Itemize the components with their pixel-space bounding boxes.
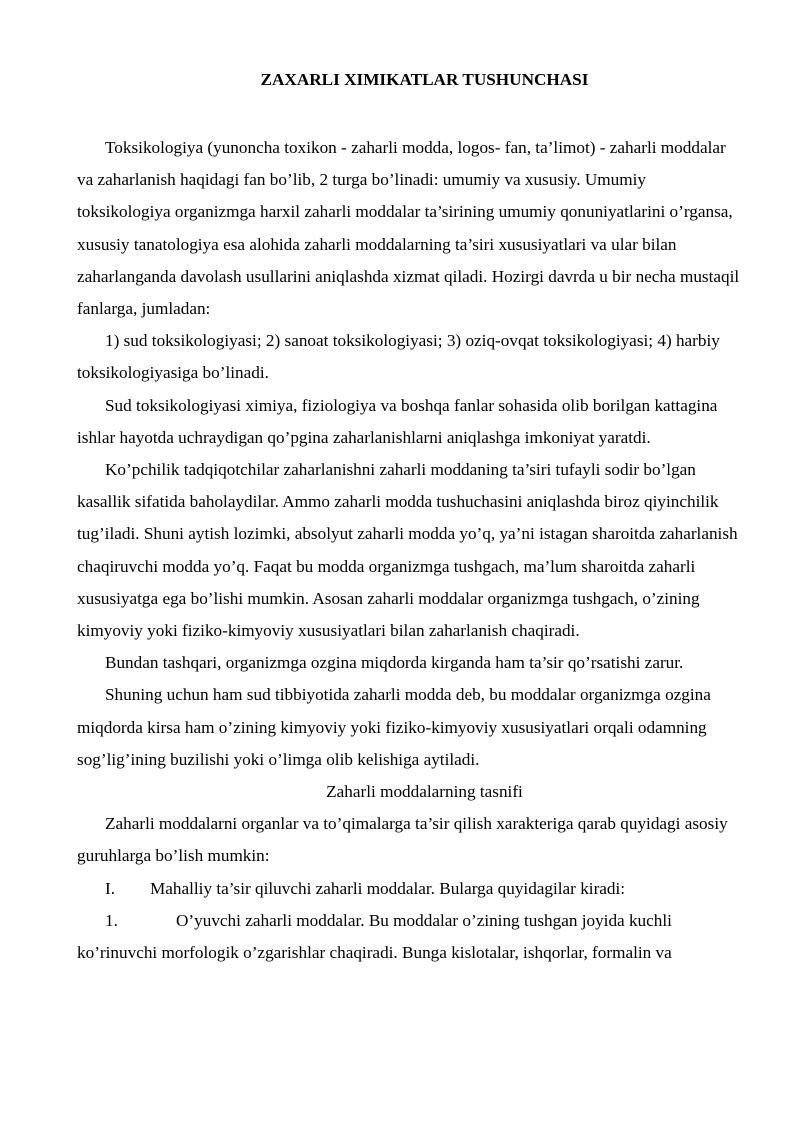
roman-list-text: Mahalliy ta’sir qiluvchi zaharli moddalar. Bularga quyidagilar kiradi: — [150, 878, 626, 898]
section-subheading: Zaharli moddalarning tasnifi — [326, 782, 523, 802]
paragraph-toxicology-branches: 1) sud toksikologiyasi; 2) sanoat toksikologiyasi; 3) oziq-ovqat toksikologiyasi; 4) harbiy toksikologiyasiga bo’linadi. — [77, 331, 720, 383]
paragraph-small-dose-effect: Bundan tashqari, organizmga ozgina miqdorda kirganda ham ta’sir qo’rsatishi zarur. — [105, 653, 684, 673]
paragraph-toxicology-definition: Toksikologiya (yunoncha toxikon - zaharli modda, logos- fan, ta’limot) - zaharli moddalar va zaharlanish haqidagi fan bo’lib, 2 turga bo’linadi: umumiy va xususiy. Umumiy toksikologiya organizmga harxil zaharli moddalar ta’sirining umumiy qonuniyatlarini o’rgansa, xususiy tanatologiya esa alohida zaharli moddalarning ta’siri xususiyatlari va ular bilan zaharlanganda davolash usullarini aniqlashda xizmat qiladi. Hozirgi davrda u bir necha mustaqil fanlarga, jumladan: — [77, 138, 740, 319]
paragraph-classification-intro: Zaharli moddalarni organlar va to’qimalarga ta’sir qilish xarakteriga qarab quyidagi asosiy guruhlarga bo’lish mumkin: — [77, 814, 728, 866]
document-body — [77, 64, 742, 969]
paragraph-poison-definition: Shuning uchun ham sud tibbiyotida zaharli modda deb, bu moddalar organizmga ozgina miqdorda kirsa ham o’zining kimyoviy yoki fiziko-kimyoviy xususiyatlari orqali odamning sog’lig’ining buzilishi yoki o’limga olib kelishiga aytiladi. — [77, 685, 711, 769]
paragraph-forensic-toxicology: Sud toksikologiyasi ximiya, fiziologiya va boshqa fanlar sohasida olib borilgan kattagina ishlar hayotda uchraydigan qo’pgina zaharlanishlarni aniqlashga imkoniyat yaratdi. — [77, 395, 718, 447]
roman-list-item — [77, 873, 742, 905]
title-spacing — [77, 96, 742, 132]
document-title: ZAXARLI XIMIKATLAR TUSHUNCHASI — [260, 70, 589, 89]
paragraph-poisoning-assessment: Ko’pchilik tadqiqotchilar zaharlanishni zaharli moddaning ta’siri tufayli sodir bo’lgan kasallik sifatida baholaydilar. Ammo zaharli modda tushuchasini aniqlashda biroz qiyinchilik tug’iladi. Shuni aytish lozimki, absolyut zaharli modda yo’q, ya’ni istagan sharoitda zaharlanish chaqiruvchi modda yo’q. Faqat bu modda organizmga tushgach, ma’lum sharoitda zaharli xususiyatga ega bo’lishi mumkin. Asosan zaharli moddalar organizmga tushgach, o’zining kimyoviy yoki fiziko-kimyoviy xususiyatlari bilan zaharlanish chaqiradi. — [77, 460, 738, 641]
roman-list-marker: I. — [105, 878, 116, 898]
numbered-list-text: O’yuvchi zaharli moddalar. Bu moddalar o’zining tushgan joyida kuchli ko’rinuvchi morfologik o’zgarishlar chaqiradi. Bunga kislotalar, ishqorlar, formalin va — [77, 910, 672, 963]
numbered-list-item — [77, 905, 742, 969]
numbered-list-marker: 1. — [105, 910, 118, 930]
